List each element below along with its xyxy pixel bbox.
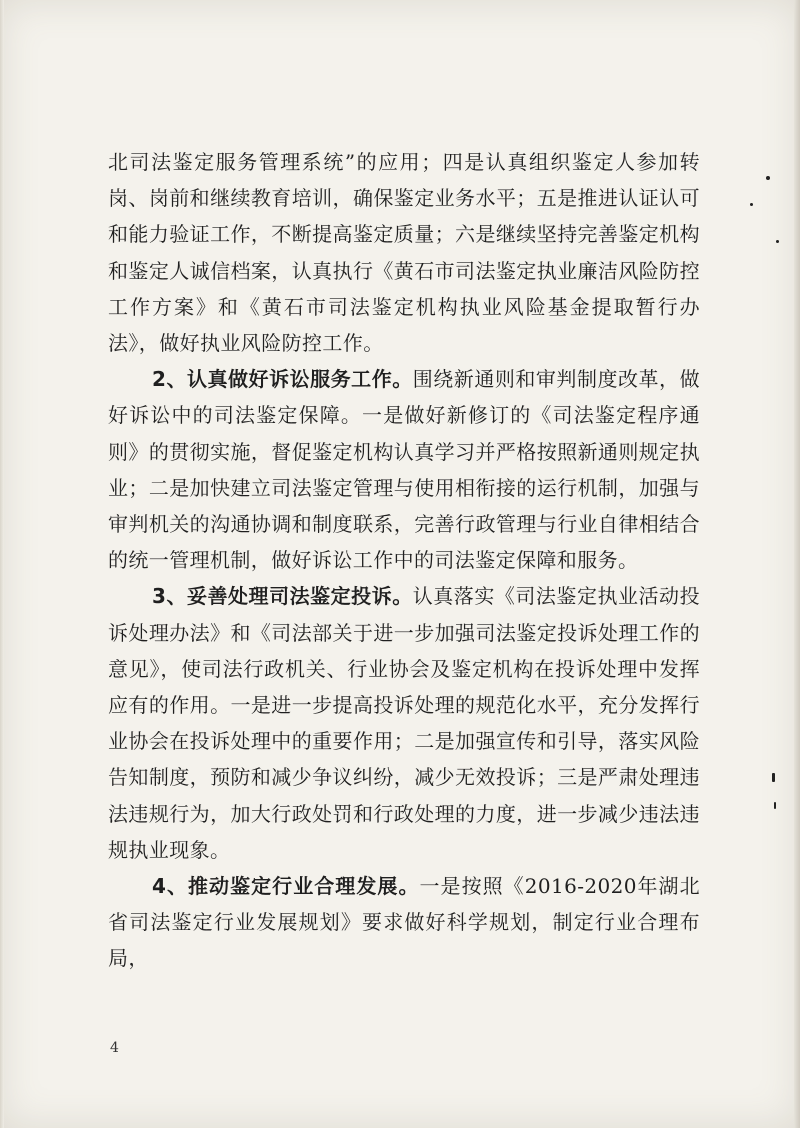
scan-speck <box>772 773 775 782</box>
section-4-heading: 4、推动鉴定行业合理发展。 <box>152 874 420 899</box>
section-3-text: 认真落实《司法鉴定执业活动投诉处理办法》和《司法部关于进一步加强司法鉴定投诉处理工作的意见》，使司法行政机关、行业协会及鉴定机构在投诉处理中发挥应有的作用。一是进一步提高投诉处理的规范化水平，充分发挥行业协会在投诉处理中的重要作用；二是加强宣传和引导，落实风险告知制度，预防和减少争议纠纷，减少无效投诉；三是严肃处理违法违规行为，加大行政处罚和行政处理的力度，进一步减少违法违规执业现象。 <box>108 584 700 862</box>
scan-edge-right <box>794 0 800 1128</box>
section-4-text: 一是按照《2016-2020年湖北省司法鉴定行业发展规划》要求做好科学规划，制定行业合理布局， <box>108 874 700 971</box>
section-2-text: 围绕新通则和审判制度改革，做好诉讼中的司法鉴定保障。一是做好新修订的《司法鉴定程序通则》的贯彻实施，督促鉴定机构认真学习并严格按照新通则规定执业；二是加快建立司法鉴定管理与使用相衔接的运行机制，加强与审判机关的沟通协调和制度联系，完善行政管理与行业自律相结合的统一管理机制，做好诉讼工作中的司法鉴定保障和服务。 <box>108 367 700 573</box>
section-2-paragraph <box>108 361 700 578</box>
scan-speck <box>750 203 753 206</box>
section-4-paragraph <box>108 868 700 977</box>
scan-edge-left <box>0 0 4 1128</box>
document-body <box>108 144 700 977</box>
section-3-heading: 3、妥善处理司法鉴定投诉。 <box>152 584 413 609</box>
page-number: 4 <box>110 1040 119 1056</box>
section-3-paragraph <box>108 578 700 868</box>
scan-speck <box>776 240 779 243</box>
scan-speck <box>766 176 770 180</box>
paragraph-continuation: 北司法鉴定服务管理系统”的应用；四是认真组织鉴定人参加转岗、岗前和继续教育培训，确保鉴定业务水平；五是推进认证认可和能力验证工作，不断提高鉴定质量；六是继续坚持完善鉴定机构和鉴定人诚信档案，认真执行《黄石市司法鉴定执业廉洁风险防控工作方案》和《黄石市司法鉴定机构执业风险基金提取暂行办法》，做好执业风险防控工作。 <box>108 150 700 356</box>
section-2-heading: 2、认真做好诉讼服务工作。 <box>152 367 413 392</box>
scan-speck <box>774 802 776 809</box>
